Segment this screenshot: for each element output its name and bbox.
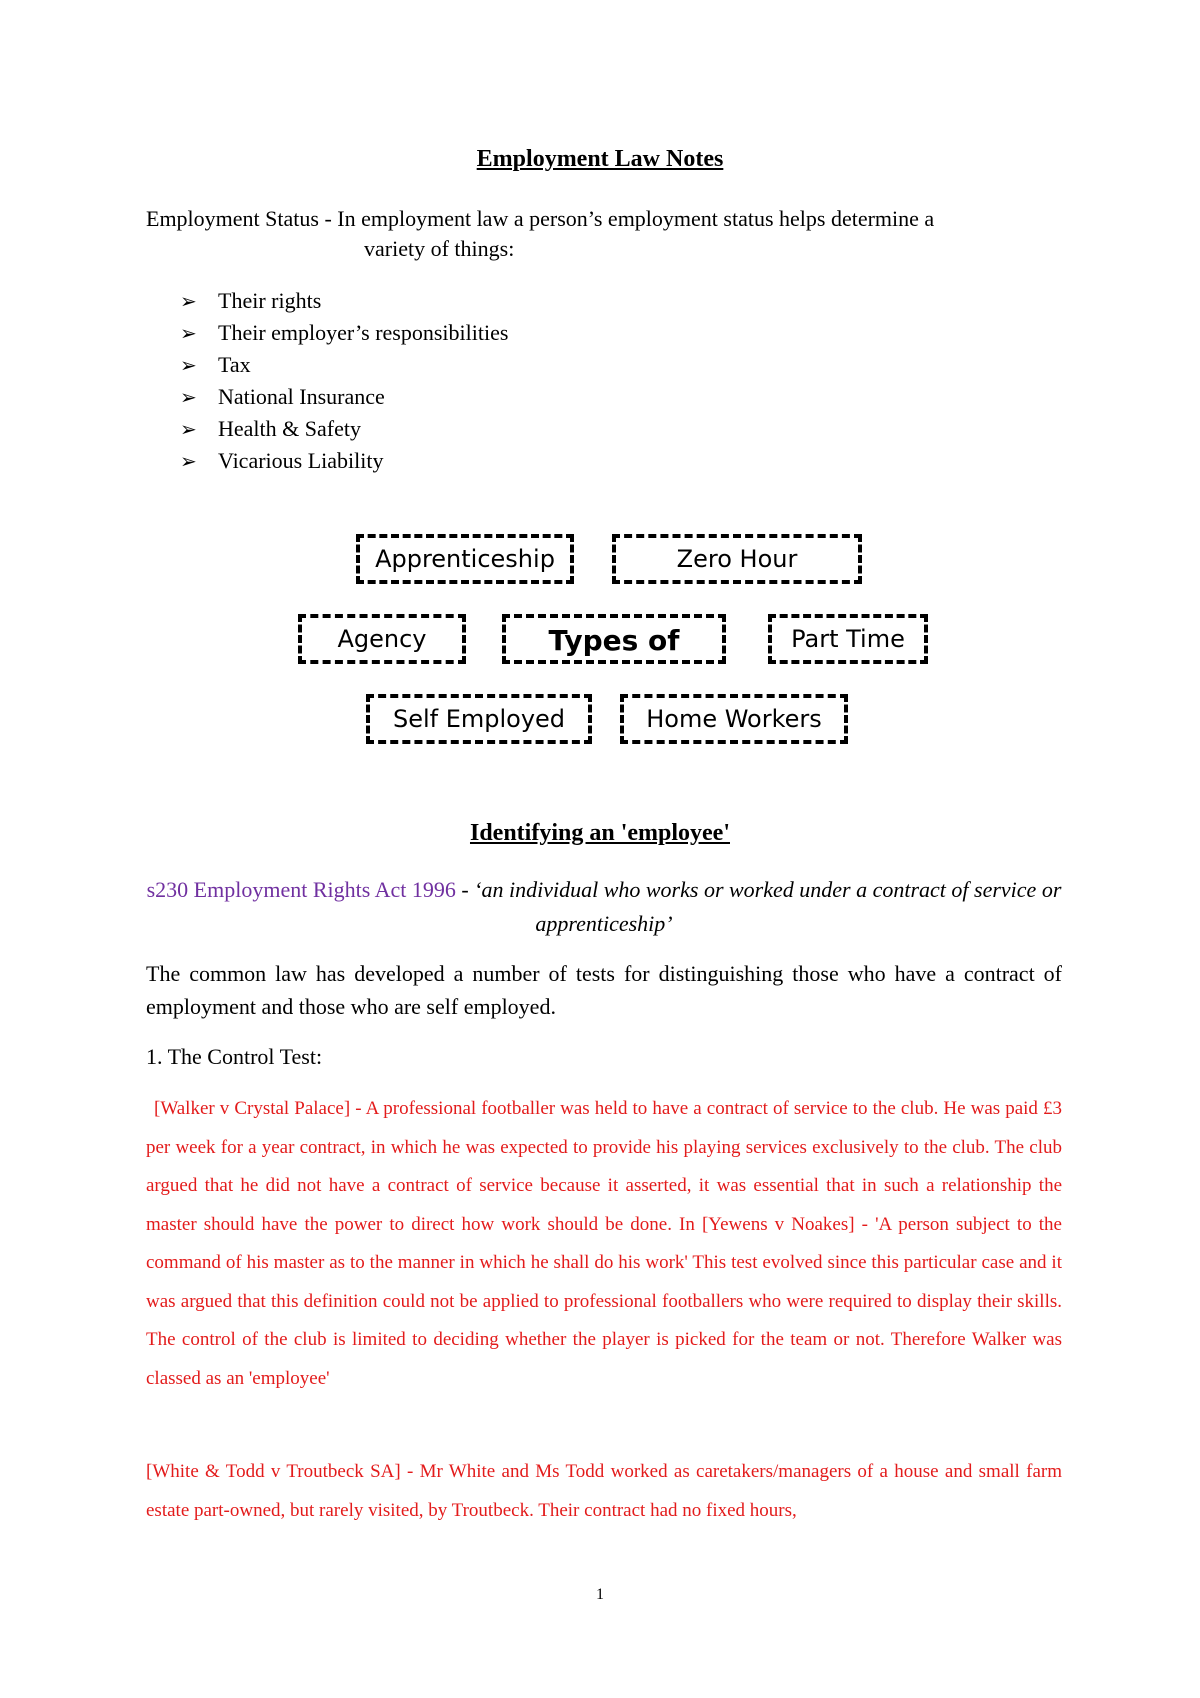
list-item: ➢ National Insurance	[180, 381, 508, 413]
list-item: ➢ Vicarious Liability	[180, 445, 508, 477]
section-heading: Identifying an 'employee'	[469, 820, 730, 846]
box-home-workers: Home Workers	[620, 694, 848, 744]
box-self-employed: Self Employed	[366, 694, 592, 744]
control-test-heading: 1. The Control Test:	[146, 1044, 323, 1069]
statute-reference: s230 Employment Rights Act 1996	[146, 877, 456, 902]
box-types-of-center: Types of	[502, 614, 726, 664]
statute-quote: ‘an individual who works or worked under a contract of service or apprenticeship’	[474, 877, 1062, 936]
page-number: 1	[596, 1586, 604, 1603]
box-zero-hour: Zero Hour	[612, 534, 862, 584]
case-white-todd-v-troutbeck: [White & Todd v Troutbeck SA] - Mr White and Ms Todd worked as caretakers/managers of a house and small farm estate part-owned, but rarely visited, by Troutbeck. Their contract had no fixed hours,	[146, 1461, 1062, 1521]
status-bullet-list	[180, 285, 508, 477]
box-agency: Agency	[298, 614, 466, 664]
list-item: ➢ Their rights	[180, 285, 508, 317]
intro-continuation: variety of things:	[364, 236, 515, 261]
arrow-bullet-icon: ➢	[180, 417, 197, 441]
box-apprenticeship: Apprenticeship	[356, 534, 574, 584]
box-part-time: Part Time	[768, 614, 928, 664]
case-walker-v-crystal-palace: [Walker v Crystal Palace] - A professional footballer was held to have a contract of service to the club. He was paid £3 per week for a year contract, in which he was expected to provide his playing services exclusively to the club. The club argued that he did not have a contract of service because it asserted, it was essential that in such a relationship the master should have the power to direct how work should be done. In [Yewens v Noakes] - 'A person subject to the command of his master as to the manner in which he shall do his work' This test evolved since this particular case and it was argued that this definition could not be applied to professional footballers who were required to display their skills. The control of the club is limited to deciding whether the player is picked for the team or not. Therefore Walker was classed as an 'employee'	[146, 1098, 1062, 1389]
intro-text: Employment Status - In employment law a person’s employment status helps determine a	[146, 206, 935, 231]
list-item: ➢ Their employer’s responsibilities	[180, 317, 508, 349]
arrow-bullet-icon: ➢	[180, 449, 197, 473]
list-item: ➢ Health & Safety	[180, 413, 508, 445]
arrow-bullet-icon: ➢	[180, 385, 197, 409]
arrow-bullet-icon: ➢	[180, 289, 197, 313]
arrow-bullet-icon: ➢	[180, 321, 197, 345]
statute-definition	[146, 873, 1062, 941]
arrow-bullet-icon: ➢	[180, 353, 197, 377]
statute-separator: -	[455, 877, 475, 902]
list-item: ➢ Tax	[180, 349, 508, 381]
page-title: Employment Law Notes	[476, 146, 724, 172]
common-law-paragraph: The common law has developed a number of tests for distinguishing those who have a contract of employment and those who are self employed.	[146, 961, 1062, 1019]
